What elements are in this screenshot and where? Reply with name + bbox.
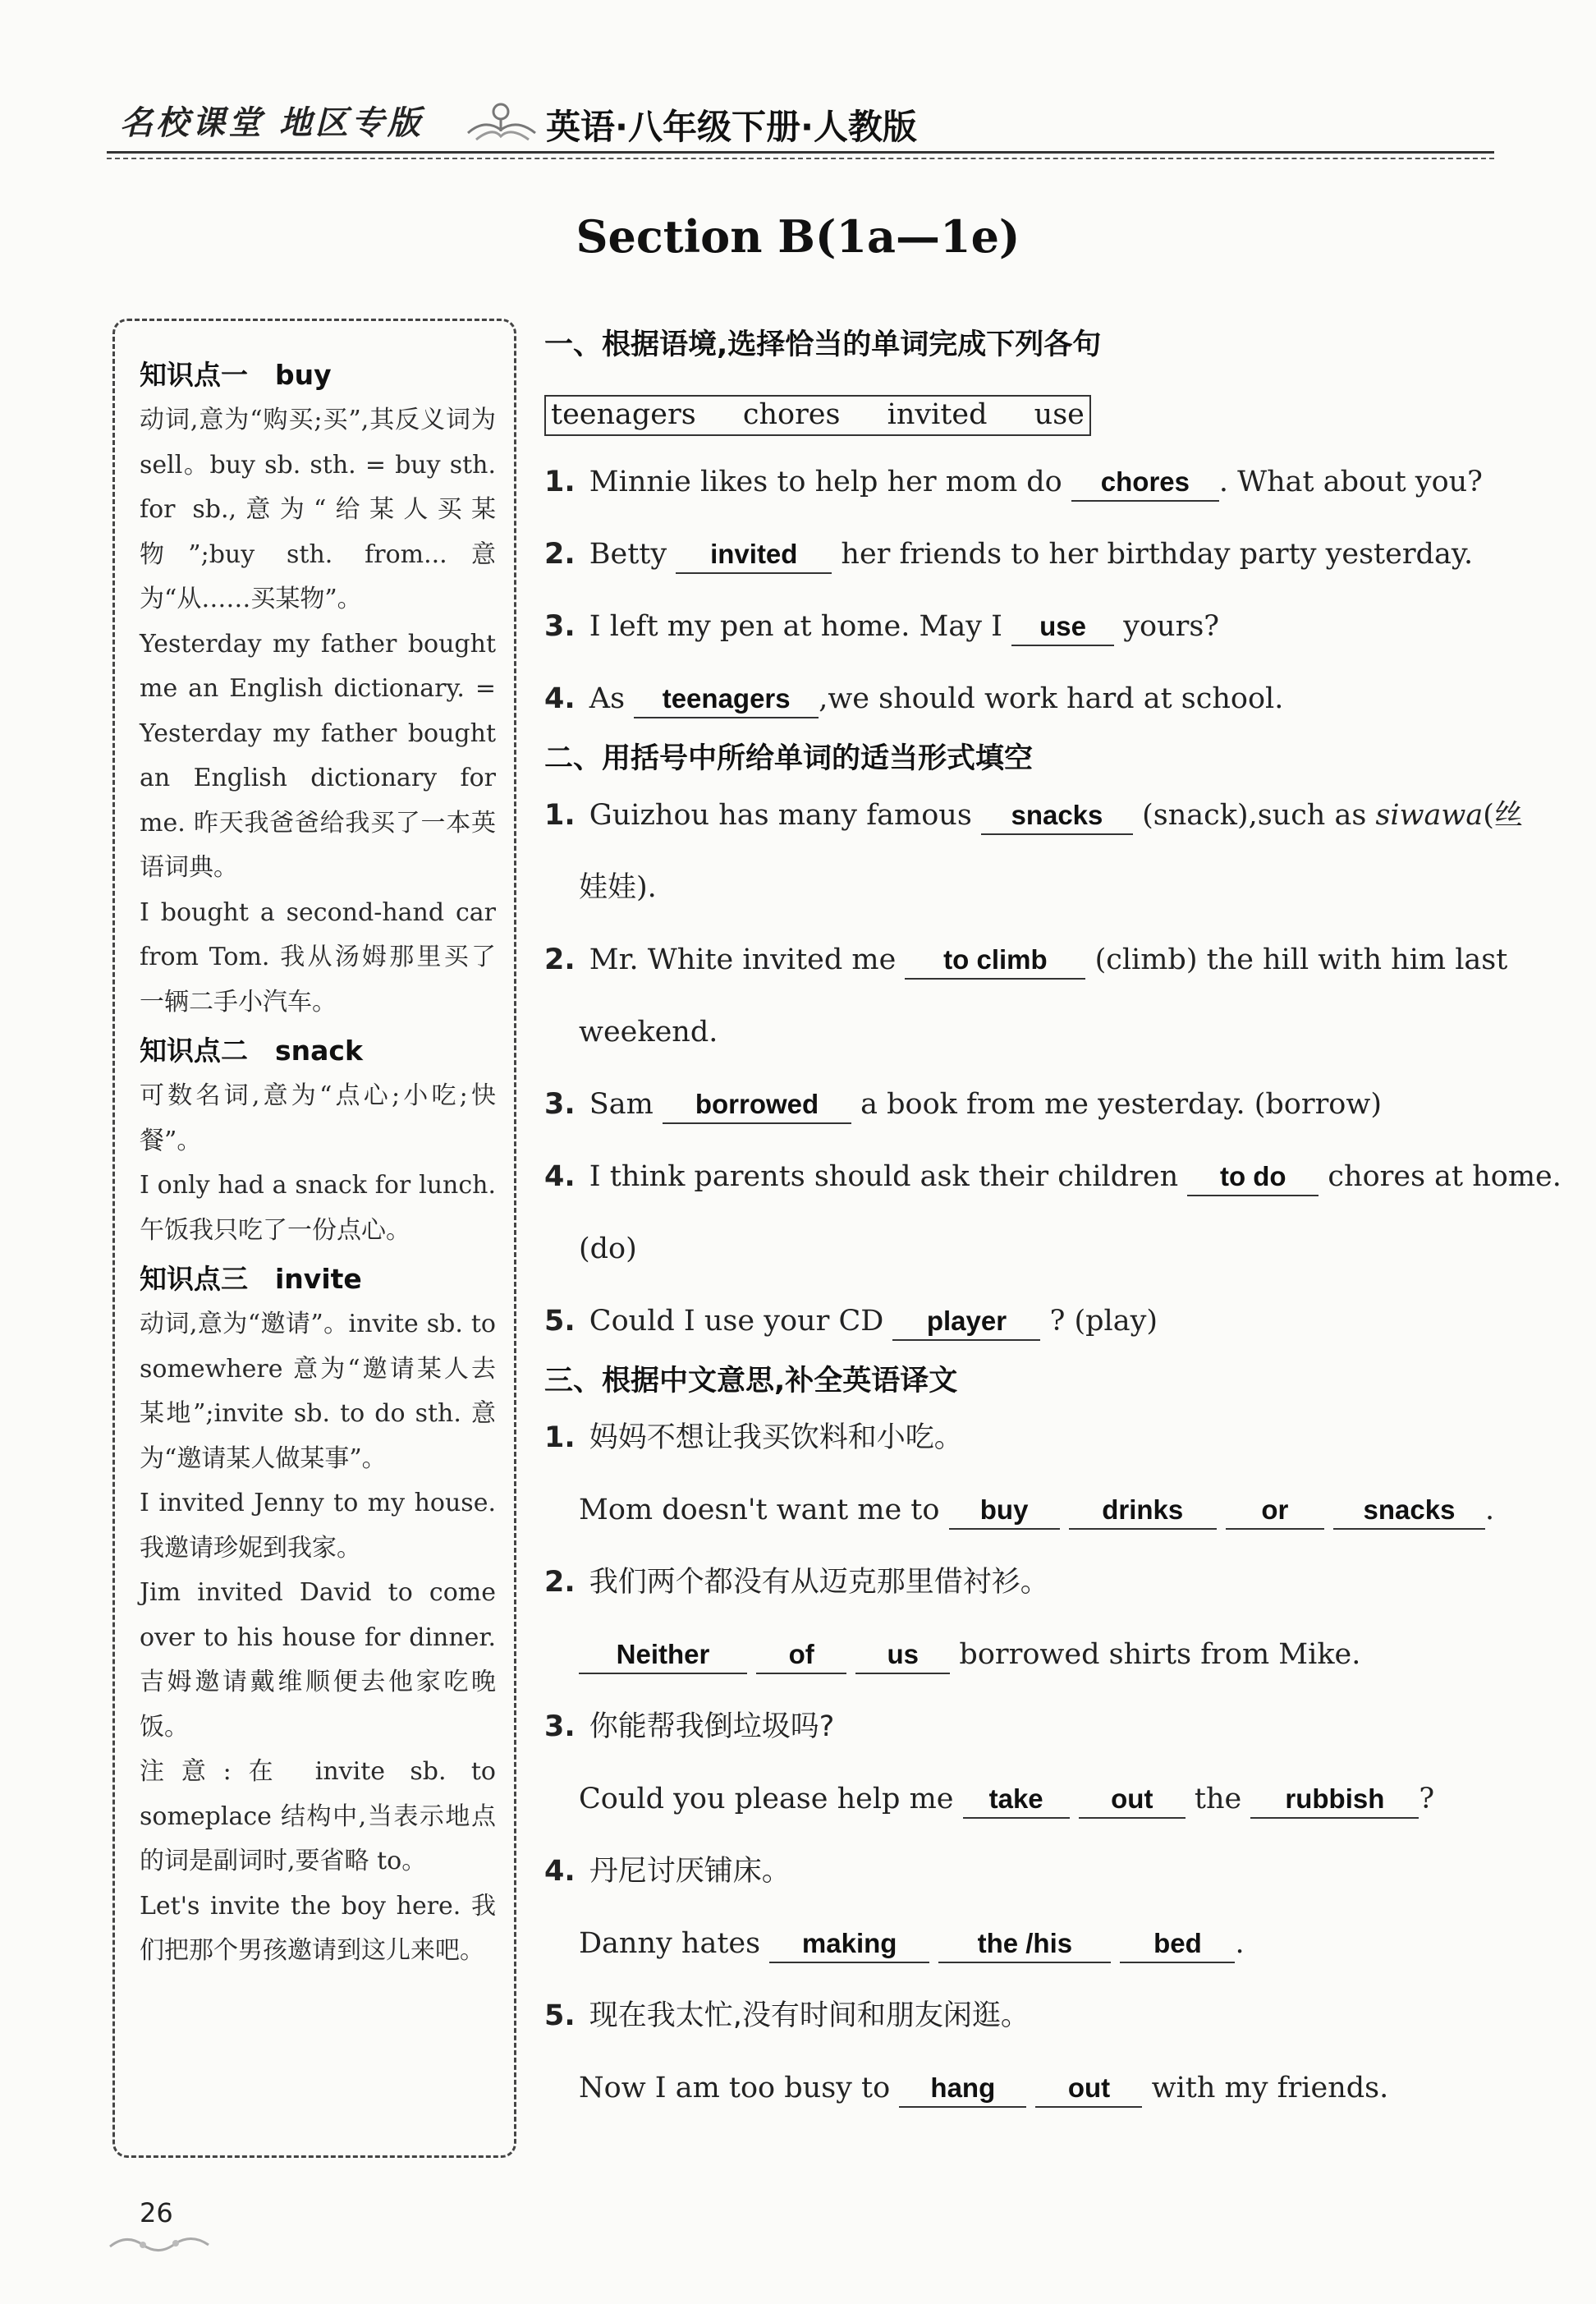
part3-heading: 三、根据中文意思,补全英语译文 (544, 1365, 958, 1398)
question-text: Minnie likes to help her mom do (589, 466, 1062, 498)
answer-blank[interactable]: snacks (981, 797, 1133, 835)
question-text-italic: siwawa (1375, 799, 1484, 832)
question-text: with my friends. (1151, 2072, 1389, 2104)
knowledge-text: 可数名词,意为“点心;小吃;快餐”。 (140, 1081, 496, 1155)
question-number: 5. (544, 1305, 576, 1338)
question-line (544, 518, 1530, 590)
exercise-column (544, 324, 1562, 2124)
word-bank (544, 395, 1091, 436)
question-text: Danny hates (579, 1927, 761, 1960)
question-text: Could you please help me (579, 1783, 954, 1815)
answer-blank[interactable]: to climb (905, 942, 1085, 980)
question-text: Guizhou has many famous (589, 799, 972, 832)
question-line (544, 779, 1530, 851)
chinese-prompt: 我们两个都没有从迈克那里借衬衫。 (589, 1566, 1049, 1599)
page-header (107, 92, 1494, 158)
question-text: (climb) the hill with him last (1094, 943, 1508, 976)
answer-blank[interactable]: or (1226, 1492, 1324, 1530)
knowledge-text: 动词,意为“邀请”。invite sb. to somewhere 意为“邀请某人去某地”;invite sb. to do sth. 意为“邀请某人做某事”。 (140, 1310, 496, 1473)
question-text: chores at home. (1328, 1160, 1562, 1193)
question-text: As (589, 682, 626, 715)
question-text: . What about you? (1218, 466, 1483, 498)
page-number: 26 (140, 2197, 173, 2228)
question-line (544, 1691, 1530, 1763)
answer-blank[interactable]: out (1035, 2070, 1142, 2108)
question-text: ? (1419, 1783, 1435, 1815)
question-line (544, 1835, 1530, 1907)
answer-blank[interactable]: the /his (938, 1925, 1111, 1963)
question-text: I think parents should ask their children (589, 1160, 1179, 1193)
question-text: ? (play) (1049, 1305, 1158, 1338)
knowledge-example: Let's invite the boy here. 我们把那个男孩邀请到这儿来吧。 (140, 1891, 496, 1965)
knowledge-point-heading: 知识点三 invite (140, 1263, 362, 1295)
question-number: 4. (544, 682, 576, 715)
question-number: 1. (544, 799, 576, 832)
knowledge-example: I invited Jenny to my house. 我邀请珍妮到我家。 (140, 1489, 496, 1563)
answer-blank[interactable]: drinks (1069, 1492, 1217, 1530)
answer-blank[interactable]: teenagers (634, 681, 819, 718)
question-text: yours? (1123, 610, 1220, 643)
question-line (544, 1285, 1530, 1357)
translation-line (544, 1618, 1530, 1691)
question-number: 4. (544, 1160, 576, 1193)
question-text: Mom doesn't want me to (579, 1494, 940, 1526)
answer-blank[interactable]: invited (676, 536, 832, 574)
question-line (544, 1546, 1530, 1618)
part1-heading: 一、根据语境,选择恰当的单词完成下列各句 (544, 328, 1102, 361)
answer-blank[interactable]: player (892, 1303, 1040, 1341)
part2-heading: 二、用括号中所给单词的适当形式填空 (544, 742, 1034, 775)
question-text: (snack),such as (1142, 799, 1367, 832)
answer-blank[interactable]: us (855, 1636, 950, 1674)
answer-blank[interactable]: take (963, 1781, 1070, 1819)
word-bank-item: use (1034, 398, 1085, 431)
question-line (544, 1141, 1562, 1213)
header-dashed-rule (107, 158, 1494, 159)
answer-blank[interactable]: hang (899, 2070, 1026, 2108)
answer-blank[interactable]: snacks (1333, 1492, 1485, 1530)
chinese-prompt: 丹尼讨厌铺床。 (589, 1855, 791, 1888)
answer-blank[interactable]: bed (1120, 1925, 1235, 1963)
question-text: Betty (589, 538, 667, 571)
knowledge-point-heading: 知识点一 buy (140, 359, 332, 391)
question-text: ,we should work hard at school. (819, 682, 1284, 715)
book-subject: 英语·八年级下册·人教版 (546, 107, 917, 147)
question-line (544, 1068, 1530, 1141)
knowledge-example: Yesterday my father bought me an English dictionary. = Yesterday my father bought an English dictionary for me. 昨天我爸爸给我买了一本英语词典。 (140, 629, 496, 882)
answer-blank[interactable]: buy (949, 1492, 1060, 1530)
question-line-continued: weekend. (579, 1016, 718, 1049)
question-text: the (1194, 1783, 1242, 1815)
question-text: her friends to her birthday party yesterday. (841, 538, 1474, 571)
question-number: 1. (544, 1421, 576, 1454)
knowledge-example: I only had a snack for lunch. 午饭我只吃了一份点心。 (140, 1171, 496, 1245)
answer-blank[interactable]: out (1079, 1781, 1186, 1819)
answer-blank[interactable]: rubbish (1250, 1781, 1419, 1819)
question-number: 5. (544, 1999, 576, 2032)
question-number: 4. (544, 1855, 576, 1888)
question-text: a book from me yesterday. (borrow) (860, 1088, 1382, 1121)
question-line (544, 446, 1530, 518)
question-number: 1. (544, 466, 576, 498)
question-text: . (1485, 1494, 1495, 1526)
question-number: 3. (544, 1710, 576, 1743)
question-text: Sam (589, 1088, 654, 1121)
translation-line (544, 2052, 1530, 2124)
page-title: Section B(1a—1e) (576, 210, 1020, 263)
question-line (544, 663, 1530, 735)
lotus-ornament-icon (460, 94, 542, 148)
question-line-continued: (do) (579, 1232, 637, 1265)
question-number: 2. (544, 538, 576, 571)
answer-blank[interactable]: to do (1187, 1159, 1319, 1196)
answer-blank[interactable]: making (769, 1925, 929, 1963)
answer-blank[interactable]: of (756, 1636, 846, 1674)
question-line (544, 924, 1530, 996)
word-bank-item: chores (742, 398, 841, 431)
question-text: Could I use your CD (589, 1305, 884, 1338)
knowledge-sidebar (112, 319, 516, 2158)
question-text: I left my pen at home. May I (589, 610, 1002, 643)
question-text: Mr. White invited me (589, 943, 897, 976)
question-number: 3. (544, 1088, 576, 1121)
question-text: Now I am too busy to (579, 2072, 891, 2104)
knowledge-text: 动词,意为“购买;买”,其反义词为 sell。buy sb. sth. = buy sth. for sb.,意为“给某人买某物”;buy sth. from...意为“从……买某物”。 (140, 406, 496, 613)
question-line (544, 1402, 1530, 1474)
question-text: . (1235, 1927, 1245, 1960)
answer-blank[interactable]: Neither (579, 1636, 747, 1674)
chinese-prompt: 妈妈不想让我买饮料和小吃。 (589, 1421, 963, 1454)
translation-line (544, 1907, 1530, 1980)
word-bank-item: teenagers (551, 398, 696, 431)
question-text: (丝 (1483, 799, 1523, 832)
word-bank-item: invited (887, 398, 988, 431)
translation-line (544, 1474, 1530, 1546)
question-text: borrowed shirts from Mike. (959, 1638, 1361, 1671)
answer-blank[interactable]: chores (1071, 464, 1219, 502)
knowledge-point-heading: 知识点二 snack (140, 1035, 363, 1067)
question-number: 2. (544, 943, 576, 976)
translation-line (544, 1763, 1530, 1835)
series-brand: 名校课堂 地区专版 (120, 104, 424, 142)
chinese-prompt: 现在我太忙,没有时间和朋友闲逛。 (589, 1999, 1030, 2032)
knowledge-note: 注意:在 invite sb. to someplace 结构中,当表示地点的词是副词时,要省略 to。 (140, 1757, 496, 1875)
vine-ornament-icon (107, 2232, 213, 2256)
answer-blank[interactable]: borrowed (663, 1086, 851, 1124)
question-number: 2. (544, 1566, 576, 1599)
knowledge-example: Jim invited David to come over to his house for dinner. 吉姆邀请戴维顺便去他家吃晚饭。 (140, 1578, 496, 1742)
knowledge-example: I bought a second-hand car from Tom. 我从汤姆那里买了一辆二手小汽车。 (140, 897, 496, 1017)
question-number: 3. (544, 610, 576, 643)
chinese-prompt: 你能帮我倒垃圾吗? (589, 1710, 835, 1743)
question-line (544, 590, 1530, 663)
question-line-continued: 娃娃). (579, 871, 657, 904)
question-line (544, 1980, 1530, 2052)
answer-blank[interactable]: use (1011, 608, 1114, 646)
header-rule (107, 151, 1494, 154)
